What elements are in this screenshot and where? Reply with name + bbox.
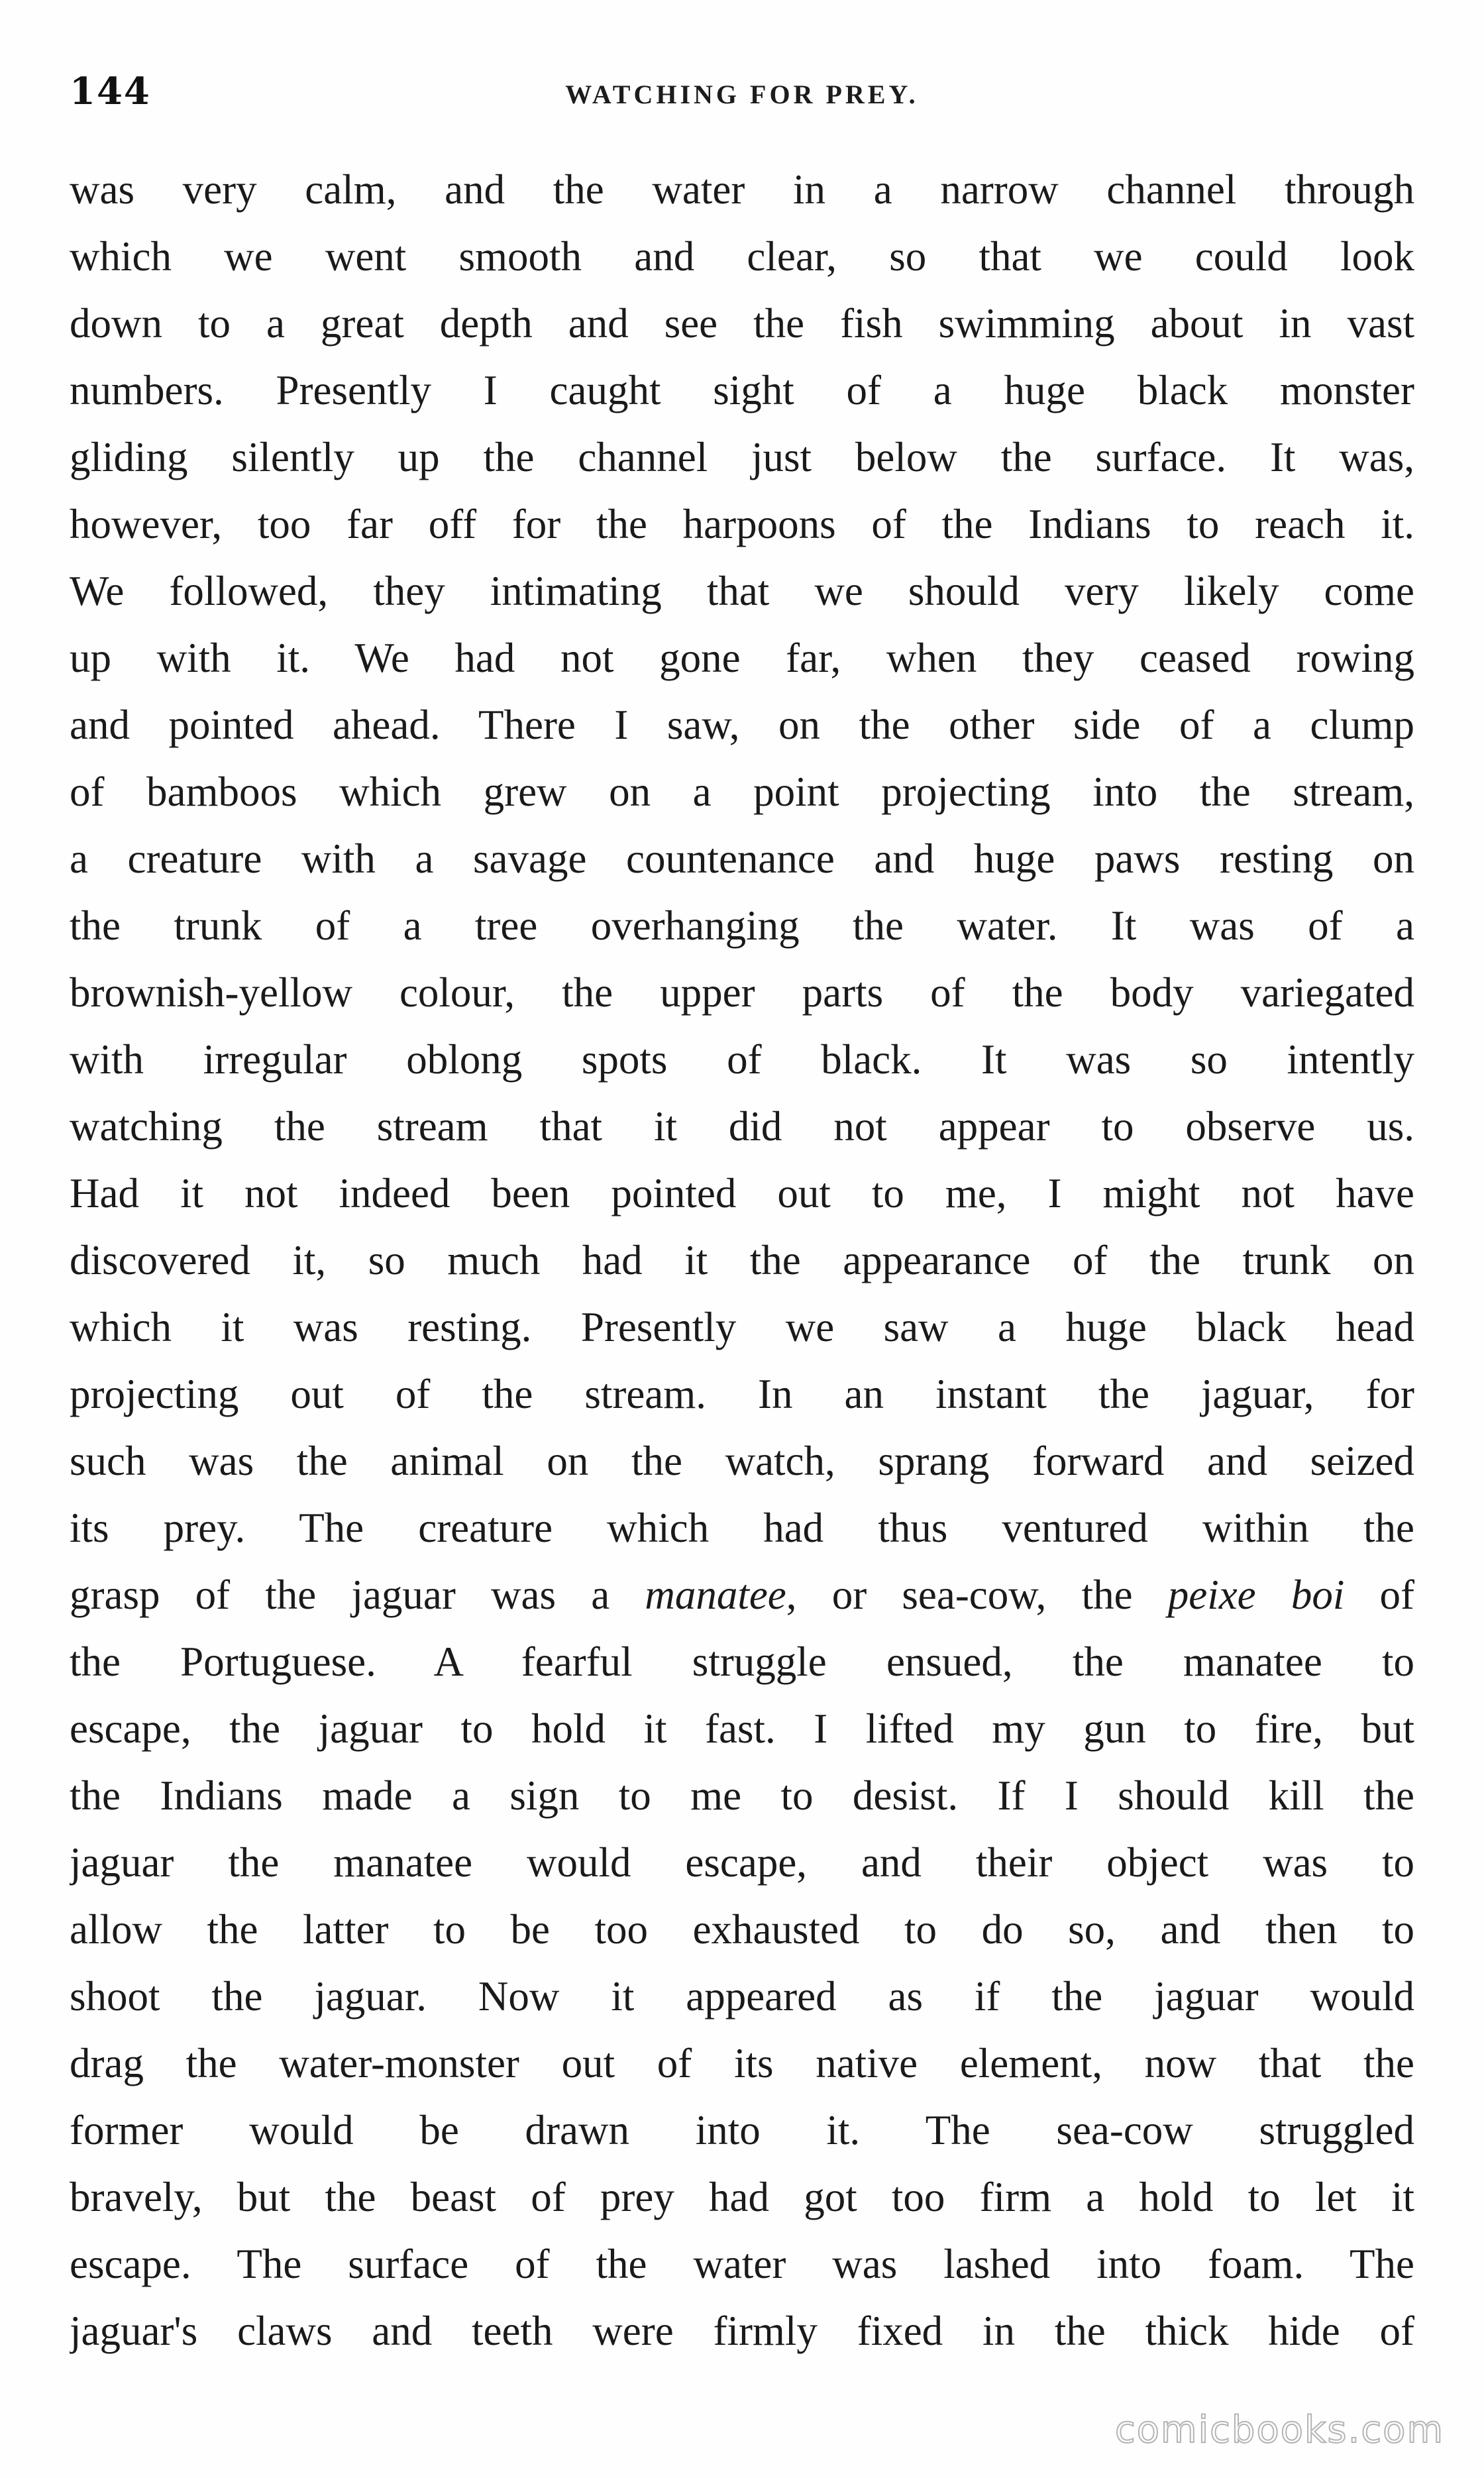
text-line: up with it. We had not gone far, when they ceased rowing: [70, 635, 1414, 681]
text-line-with-italics: [70, 1562, 1414, 1629]
text-run: grasp of the jaguar was a: [70, 1572, 645, 1618]
text-line: brownish-yellow colour, the upper parts of the body variegated: [70, 969, 1414, 1016]
text-line: projecting out of the stream. In an instant the jaguar, for: [70, 1371, 1414, 1417]
text-line: watching the stream that it did not appear to observe us.: [70, 1103, 1414, 1150]
text-line: numbers. Presently I caught sight of a huge black monster: [70, 367, 1414, 413]
text-line: drag the water-monster out of its native element, now that the: [70, 2040, 1414, 2086]
text-line: We followed, they intimating that we should very likely come: [70, 568, 1414, 614]
text-line: jaguar the manatee would escape, and their object was to: [70, 1839, 1414, 1886]
text-run: of: [1344, 1572, 1414, 1618]
text-line: discovered it, so much had it the appearance of the trunk on: [70, 1237, 1414, 1283]
text-line: bravely, but the beast of prey had got too firm a hold to let it: [70, 2174, 1414, 2220]
page-header: [70, 70, 1414, 136]
text-run: , or sea-cow, the: [786, 1572, 1168, 1618]
text-line: which we went smooth and clear, so that we could look: [70, 233, 1414, 280]
text-line: escape, the jaguar to hold it fast. I lifted my gun to fire, but: [70, 1705, 1414, 1752]
text-line: a creature with a savage countenance and huge paws resting on: [70, 835, 1414, 882]
italic-term-manatee: manatee: [645, 1572, 786, 1618]
text-line: gliding silently up the channel just below the surface. It was,: [70, 434, 1414, 480]
text-line: escape. The surface of the water was lashed into foam. The: [70, 2241, 1414, 2287]
text-line: Had it not indeed been pointed out to me, I might not have: [70, 1170, 1414, 1216]
text-line: allow the latter to be too exhausted to do so, and then to: [70, 1906, 1414, 1953]
text-line: shoot the jaguar. Now it appeared as if the jaguar would: [70, 1973, 1414, 2020]
text-line: was very calm, and the water in a narrow channel through: [70, 166, 1414, 213]
text-line: with irregular oblong spots of black. It was so intently: [70, 1036, 1414, 1083]
text-line: down to a great depth and see the fish swimming about in vast: [70, 300, 1414, 347]
text-line: and pointed ahead. There I saw, on the other side of a clump: [70, 702, 1414, 748]
text-line: former would be drawn into it. The sea-cow struggled: [70, 2107, 1414, 2153]
text-line: its prey. The creature which had thus ventured within the: [70, 1505, 1414, 1551]
watermark: comicbooks.com: [1114, 2408, 1444, 2451]
text-line: the Indians made a sign to me to desist. If I should kill the: [70, 1772, 1414, 1819]
text-line: jaguar's claws and teeth were firmly fixed in the thick hide of: [70, 2308, 1414, 2354]
italic-term-peixe-boi: peixe boi: [1167, 1572, 1345, 1618]
running-title: WATCHING FOR PREY.: [565, 80, 919, 109]
body-text: [70, 156, 1414, 2365]
text-line: the trunk of a tree overhanging the water. It was of a: [70, 902, 1414, 949]
page-number: 144: [70, 70, 151, 113]
text-line: of bamboos which grew on a point projecting into the stream,: [70, 769, 1414, 815]
text-line: such was the animal on the watch, sprang forward and seized: [70, 1438, 1414, 1484]
text-line: which it was resting. Presently we saw a huge black head: [70, 1304, 1414, 1350]
text-line: however, too far off for the harpoons of the Indians to reach it.: [70, 501, 1414, 547]
text-line: the Portuguese. A fearful struggle ensued, the manatee to: [70, 1639, 1414, 1685]
